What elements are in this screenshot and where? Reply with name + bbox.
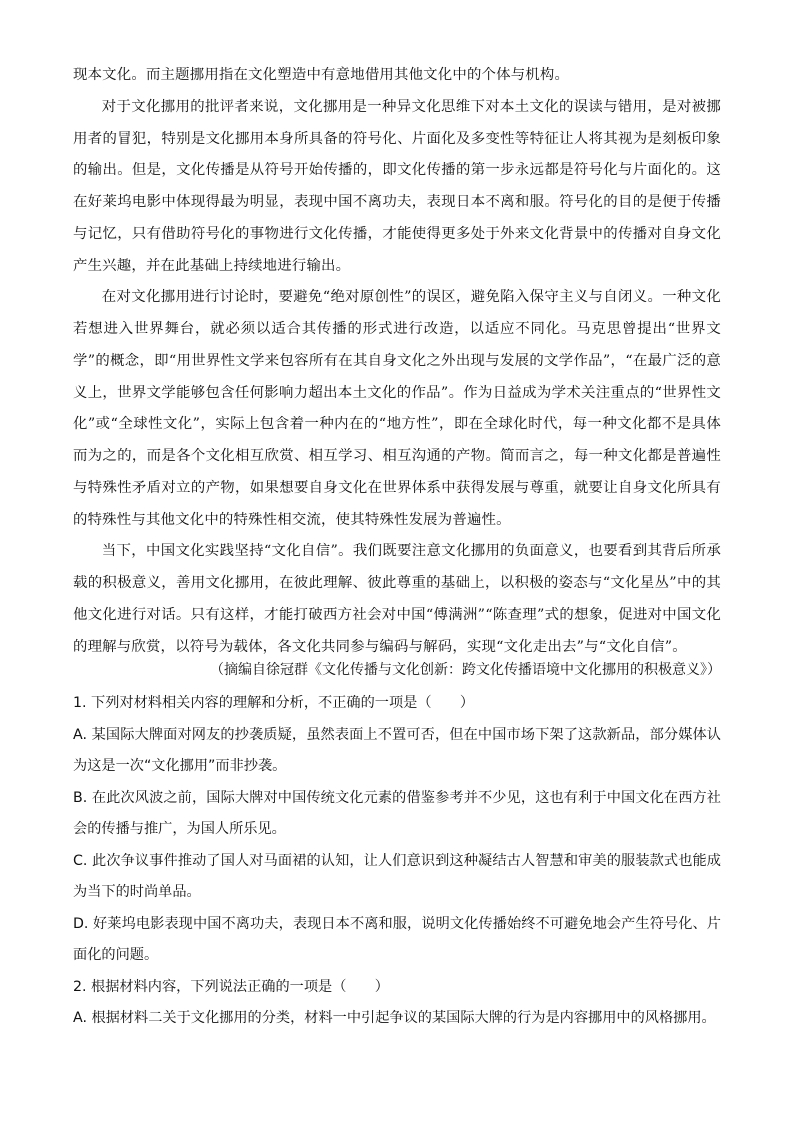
question-stem: 1. 下列对材料相关内容的理解和分析，不正确的一项是（ ） <box>73 695 475 711</box>
answer-option: C. 此次争议事件推动了国人对马面裙的认知，让人们意识到这种凝结古人智慧和审美的服装款式也能成为当下的时尚单品。 <box>73 852 721 900</box>
answer-option: A. 某国际大牌面对网友的抄袭质疑，虽然表面上不置可否，但在中国市场下架了这款新品，部分媒体认为这是一次“文化挪用”而非抄袭。 <box>73 726 721 774</box>
article-body <box>73 60 721 663</box>
question-stem: 2. 根据材料内容，下列说法正确的一项是（ ） <box>73 978 389 995</box>
source-citation: （摘编自徐冠群《文化传播与文化创新：跨文化传播语境中文化挪用的积极意义》） <box>210 662 721 678</box>
answer-option: A. 根据材料二关于文化挪用的分类，材料一中引起争议的某国际大牌的行为是内容挪用中的风格挪用。 <box>73 1010 716 1026</box>
article-paragraph: 现本文化。而主题挪用指在文化塑造中有意地借用其他文化中的个体与机构。 <box>73 67 570 83</box>
article-paragraph: 在对文化挪用进行讨论时，要避免“绝对原创性”的误区，避免陷入保守主义与自闭义。一种文化若想进入世界舞台，就必须以适合其传播的形式进行改造，以适应不同化。马克思曾提出“世界文学”的概念，即“用世界性文学来包容所有在其自身文化之外出现与发展的文学作品”，“在最广泛的意义上，世界文学能够包含任何影响力超出本土文化的作品”。作为日益成为学术关注重点的“世界性文化”或“全球性文化”，实际上包含着一种内在的“地方性”，即在全球化时代，每一种文化都不是具体而为之的，而是各个文化相互欣赏、相互学习、相互沟通的产物。简而言之，每一种文化都是普遍性与特殊性矛盾对立的产物，如果想要自身文化在世界体系中获得发展与尊重，就要让自身文化所具有的特殊性与其他文化中的特殊性相交流，使其特殊性发展为普遍性。 <box>73 289 721 528</box>
article-paragraph: 对于文化挪用的批评者来说，文化挪用是一种异文化思维下对本土文化的误读与错用，是对被挪用者的冒犯，特别是文化挪用本身所具备的符号化、片面化及多变性等特征让人将其视为是刻板印象的输出。但是，文化传播是从符号开始传播的，即文化传播的第一步永远都是符号化与片面化的。这在好莱坞电影中体现得最为明显，表现中国不离功夫，表现日本不离和服。符号化的目的是便于传播与记忆，只有借助符号化的事物进行文化传播，才能使得更多处于外来文化背景中的传播对自身文化产生兴趣，并在此基础上持续地进行输出。 <box>73 98 721 274</box>
question-section <box>73 688 721 1035</box>
answer-option: D. 好莱坞电影表现中国不离功夫，表现日本不离和服，说明文化传播始终不可避免地会产生符号化、片面化的问题。 <box>73 915 721 963</box>
answer-option: B. 在此次风波之前，国际大牌对中国传统文化元素的借鉴参考并不少见，这也有利于中国文化在西方社会的传播与推广，为国人所乐见。 <box>73 789 721 837</box>
article-paragraph: 当下，中国文化实践坚持“文化自信”。我们既要注意文化挪用的负面意义，也要看到其背后所承载的积极意义，善用文化挪用，在彼此理解、彼此尊重的基础上，以积极的姿态与“文化星丛”中的其他文化进行对话。只有这样，才能打破西方社会对中国“傅满洲”“陈查理”式的想象，促进对中国文化的理解与欣赏，以符号为载体，各文化共同参与编码与解码，实现“文化走出去”与“文化自信”。 <box>73 543 721 655</box>
